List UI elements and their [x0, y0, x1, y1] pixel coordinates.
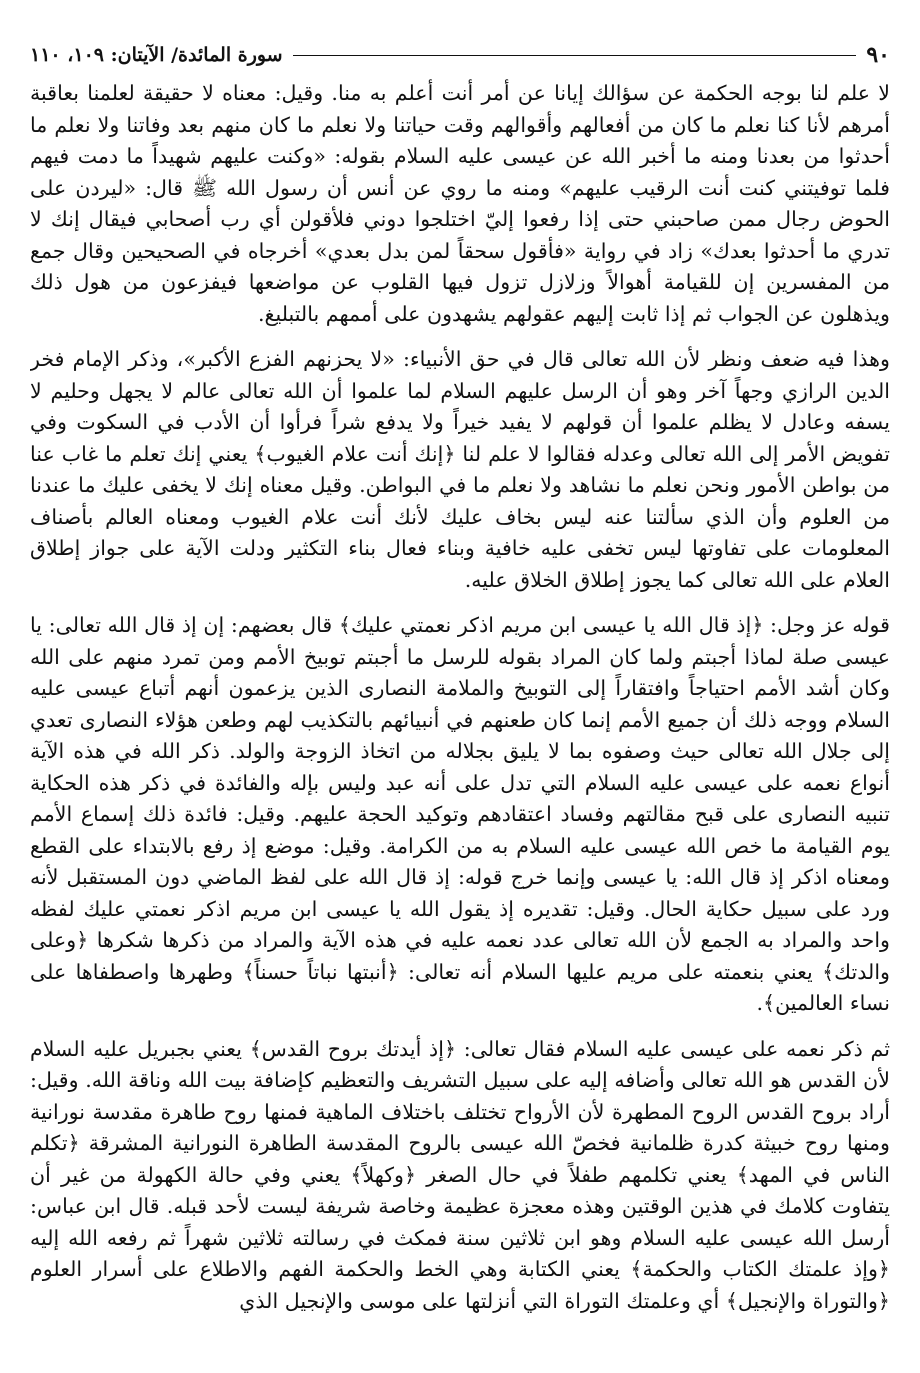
- header-rule: [293, 55, 857, 56]
- paragraph-2: وهذا فيه ضعف ونظر لأن الله تعالى قال في حق الأنبياء: «لا يحزنهم الفزع الأكبر»، وذكر الإمام فخر الدين الرازي وجهاً آخر وهو أن الرسل عليهم السلام لما علموا أن الله تعالى عالم لا يجهل وحليم لا يسفه وعادل لا يظلم علموا أن قولهم لا يفيد خيراً ولا يدفع شراً فرأوا أن الأدب في السكوت وفي تفويض الأمر إلى الله تعالى وعدله فقالوا لا علم لنا ﴿إنك أنت علام الغيوب﴾ يعني إنك تعلم ما غاب عنا من بواطن الأمور ونحن نعلم ما نشاهد ولا نعلم ما في البواطن. وقيل معناه إنك لا يخفى عليك ما عندنا من العلوم وأن الذي سألتنا عنه ليس بخاف عليك لأنك أنت علام الغيوب ومعناه العالم بأصناف المعلومات على تفاوتها ليس تخفى عليه خافية وبناء فعال بناء التكثير ودلت الآية على جواز إطلاق العلام على الله تعالى كما يجوز إطلاق الخلاق عليه.: [30, 347, 890, 592]
- page-number: ٩٠: [866, 42, 890, 68]
- paragraph-1: لا علم لنا بوجه الحكمة عن سؤالك إيانا عن أمر أنت أعلم به منا. وقيل: معناه لا حقيقة لعلمنا بعاقبة أمرهم لأنا كنا نعلم ما كان من أفعالهم وأقوالهم وقت حياتنا ولا نعلم ما كان منهم بعد وفاتنا ولا نعلم ما أحدثوا من بعدنا ومنه ما أخبر الله عن عيسى عليه السلام بقوله: «وكنت عليهم شهيداً ما دمت فيهم فلما توفيتني كنت أنت الرقيب عليهم» ومنه ما روي عن أنس أن رسول الله ﷺ قال: «ليردن على الحوض رجال ممن صاحبني حتى إذا رفعوا إليّ اختلجوا دوني فلأقولن أي رب أصحابي فيقال إنك لا تدري ما أحدثوا بعدك» زاد في رواية «فأقول سحقاً لمن بدل بعدي» أخرجاه في الصحيحين وقال جمع من المفسرين إن للقيامة أهوالاً وزلازل تزول فيها القلوب عن مواضعها فيفزعون من هول ذلك ويذهلون عن الجواب ثم إذا ثابت إليهم عقولهم يشهدون على أممهم بالتبليغ.: [30, 81, 890, 326]
- paragraph-3: قوله عز وجل: ﴿إذ قال الله يا عيسى ابن مريم اذكر نعمتي عليك﴾ قال بعضهم: إن إذ قال الله تعالى: يا عيسى صلة لماذا أجبتم ولما كان المراد بقوله للرسل ما أجبتم توبيخ الأمم ومن تمرد منهم على الله وكان أشد الأمم احتياجاً وافتقاراً إلى التوبيخ والملامة النصارى الذين يزعمون أنهم أتباع عيسى عليه السلام ووجه ذلك أن جميع الأمم إنما كان طعنهم في أنبيائهم بالتكذيب لهم وطعن هؤلاء النصارى تعدي إلى جلال الله تعالى حيث وصفوه بما لا يليق بجلاله من اتخاذ الزوجة والولد. ذكر الله في هذه الآية أنواع نعمه على عيسى عليه السلام التي تدل على أنه عبد وليس بإله والفائدة في ذكر هذه الحكاية تنبيه النصارى على قبح مقالتهم وفساد اعتقادهم وتوكيد الحجة عليهم. وقيل: فائدة ذلك إسماع الأمم يوم القيامة ما خص الله عيسى عليه السلام به من الكرامة. وقيل: موضع إذ رفع بالابتداء على القطع ومعناه اذكر إذ قال الله: يا عيسى وإنما خرج قوله: إذ قال الله على لفظ الماضي دون المستقبل لأنه ورد على سبيل حكاية الحال. وقيل: تقديره إذ يقول الله يا عيسى ابن مريم اذكر نعمتي عليك لفظه واحد والمراد به الجمع لأن الله تعالى عدد نعمه عليه في هذه الآية والمراد من ذكرها شكرها ﴿وعلى والدتك﴾ يعني بنعمته على مريم عليها السلام أنه تعالى: ﴿أنبتها نباتاً حسناً﴾ وطهرها واصطفاها على نساء العالمين﴾.: [30, 613, 890, 1015]
- paragraph-4: ثم ذكر نعمه على عيسى عليه السلام فقال تعالى: ﴿إذ أيدتك بروح القدس﴾ يعني بجبريل عليه السلام لأن القدس هو الله تعالى وأضافه إليه على سبيل التشريف والتعظيم كإضافة بيت الله وناقة الله. وقيل: أراد بروح القدس الروح المطهرة لأن الأرواح تختلف باختلاف الماهية فمنها روح طاهرة مقدسة نورانية ومنها روح خبيثة كدرة ظلمانية فخصّ الله عيسى بالروح المقدسة الطاهرة النورانية المشرقة ﴿تكلم الناس في المهد﴾ يعني تكلمهم طفلاً في حال الصغر ﴿وكهلاً﴾ يعني وفي حالة الكهولة من غير أن يتفاوت كلامك في هذين الوقتين وهذه معجزة عظيمة وخاصة شريفة ليست لأحد قبله. قال ابن عباس: أرسل الله عيسى عليه السلام وهو ابن ثلاثين سنة فمكث في رسالته ثلاثين شهراً ثم رفعه الله إليه ﴿وإذ علمتك الكتاب والحكمة﴾ يعني الكتابة وهي الخط والحكمة الفهم والاطلاع على أسرار العلوم ﴿والتوراة والإنجيل﴾ أي وعلمتك التوراة التي أنزلتها على موسى والإنجيل الذي: [30, 1036, 890, 1313]
- running-header: [30, 38, 890, 72]
- surah-title: سورة المائدة/ الآيتان: ١٠٩، ١١٠: [30, 44, 283, 66]
- book-page: [30, 38, 890, 1358]
